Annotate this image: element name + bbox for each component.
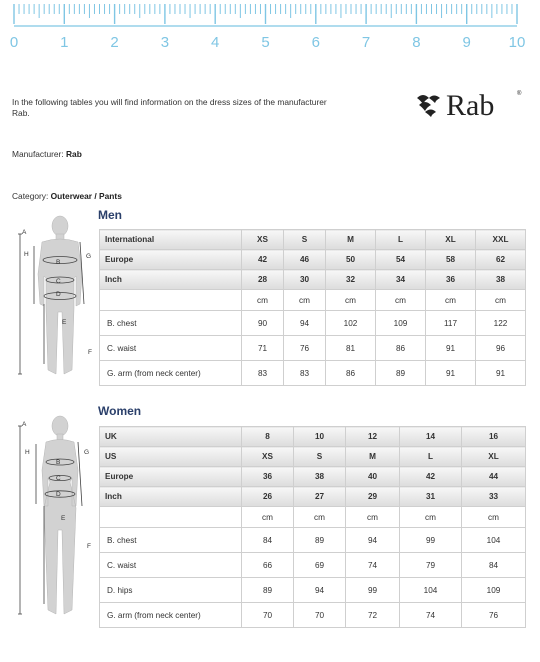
- measure-cell: 104: [462, 528, 526, 553]
- men-letter-c: C: [56, 278, 61, 285]
- measure-label: D. hips: [100, 578, 242, 603]
- size-cell: 31: [400, 487, 462, 507]
- rab-logo: [416, 86, 524, 122]
- measure-cell: 99: [346, 578, 400, 603]
- size-cell: XS: [242, 447, 294, 467]
- unit-cell: cm: [476, 290, 526, 311]
- size-cell: 42: [400, 467, 462, 487]
- measure-cell: 70: [242, 603, 294, 628]
- manufacturer-line: [12, 149, 82, 159]
- ruler-number: 10: [508, 34, 526, 51]
- measure-cell: 109: [376, 311, 426, 336]
- header-row: [100, 250, 526, 270]
- measure-cell: 91: [426, 361, 476, 386]
- measure-cell: 66: [242, 553, 294, 578]
- size-cell: 30: [284, 270, 326, 290]
- unit-cell: cm: [376, 290, 426, 311]
- header-row: [100, 230, 526, 250]
- size-cell: 28: [242, 270, 284, 290]
- ruler-number: 1: [60, 34, 69, 51]
- size-cell: M: [346, 447, 400, 467]
- size-cell: 38: [294, 467, 346, 487]
- size-cell: XS: [242, 230, 284, 250]
- size-cell: 44: [462, 467, 526, 487]
- measure-cell: 76: [462, 603, 526, 628]
- row-label: Europe: [100, 250, 242, 270]
- size-cell: M: [326, 230, 376, 250]
- measure-cell: 94: [346, 528, 400, 553]
- unit-cell: cm: [284, 290, 326, 311]
- measure-cell: 94: [294, 578, 346, 603]
- measure-cell: 83: [284, 361, 326, 386]
- measure-cell: 74: [400, 603, 462, 628]
- row-label: Inch: [100, 487, 242, 507]
- measure-cell: 76: [284, 336, 326, 361]
- size-cell: 36: [242, 467, 294, 487]
- women-letter-d: D: [56, 491, 61, 498]
- size-cell: XXL: [476, 230, 526, 250]
- women-title: Women: [98, 404, 142, 418]
- logo-text: Rab: [446, 89, 495, 122]
- manufacturer-value: Rab: [66, 149, 82, 159]
- measure-cell: 89: [376, 361, 426, 386]
- measure-row: [100, 603, 526, 628]
- measure-cell: 86: [376, 336, 426, 361]
- category-label: Category:: [12, 191, 49, 201]
- unit-cell: cm: [462, 507, 526, 528]
- men-letter-f: F: [88, 349, 92, 356]
- category-line: [12, 191, 122, 201]
- ruler-number: 2: [110, 34, 119, 51]
- measure-cell: 89: [294, 528, 346, 553]
- ruler-number: 0: [9, 34, 19, 51]
- women-letter-f: F: [87, 543, 91, 550]
- ruler-number: 9: [462, 34, 471, 51]
- manufacturer-label: Manufacturer:: [12, 149, 64, 159]
- men-letter-b: B: [56, 259, 61, 266]
- measure-row: [100, 361, 526, 386]
- ruler: [0, 0, 540, 52]
- size-cell: 27: [294, 487, 346, 507]
- header-row: [100, 447, 526, 467]
- measure-row: [100, 528, 526, 553]
- size-cell: S: [294, 447, 346, 467]
- size-cell: 33: [462, 487, 526, 507]
- size-cell: S: [284, 230, 326, 250]
- measure-cell: 79: [400, 553, 462, 578]
- size-cell: 12: [346, 427, 400, 447]
- size-cell: L: [400, 447, 462, 467]
- measure-cell: 91: [476, 361, 526, 386]
- row-label: Inch: [100, 270, 242, 290]
- women-letter-e: E: [61, 515, 66, 522]
- measure-cell: 90: [242, 311, 284, 336]
- unit-cell: cm: [426, 290, 476, 311]
- women-letter-g: G: [84, 449, 90, 456]
- svg-text:®: ®: [517, 91, 522, 97]
- size-cell: XL: [462, 447, 526, 467]
- unit-cell: cm: [242, 290, 284, 311]
- measure-cell: 70: [294, 603, 346, 628]
- measure-cell: 84: [242, 528, 294, 553]
- men-title: Men: [98, 208, 122, 222]
- measure-cell: 94: [284, 311, 326, 336]
- size-cell: 10: [294, 427, 346, 447]
- size-cell: 46: [284, 250, 326, 270]
- women-body-figure: [14, 410, 98, 620]
- women-size-table: [99, 426, 526, 628]
- intro-text: In the following tables you will find information on the dress sizes of the manufacturer Rab.: [12, 97, 327, 118]
- unit-row-blank: [100, 507, 242, 528]
- measure-cell: 81: [326, 336, 376, 361]
- measure-label: G. arm (from neck center): [100, 361, 242, 386]
- size-cell: 16: [462, 427, 526, 447]
- measure-cell: 89: [242, 578, 294, 603]
- size-cell: 34: [376, 270, 426, 290]
- ruler-number: 7: [361, 34, 371, 51]
- row-label: Europe: [100, 467, 242, 487]
- men-letter-d: D: [56, 291, 61, 298]
- measure-cell: 117: [426, 311, 476, 336]
- row-label: UK: [100, 427, 242, 447]
- measure-cell: 71: [242, 336, 284, 361]
- measure-label: C. waist: [100, 553, 242, 578]
- measure-row: [100, 553, 526, 578]
- unit-row-blank: [100, 290, 242, 311]
- measure-cell: 109: [462, 578, 526, 603]
- header-row: [100, 270, 526, 290]
- men-body-figure: [14, 212, 98, 380]
- size-cell: 26: [242, 487, 294, 507]
- measure-cell: 84: [462, 553, 526, 578]
- header-row: [100, 487, 526, 507]
- measure-row: [100, 336, 526, 361]
- women-letter-a: A: [22, 421, 27, 428]
- size-cell: 42: [242, 250, 284, 270]
- row-label: International: [100, 230, 242, 250]
- measure-cell: 102: [326, 311, 376, 336]
- measure-cell: 86: [326, 361, 376, 386]
- unit-cell: cm: [400, 507, 462, 528]
- size-cell: 62: [476, 250, 526, 270]
- size-cell: XL: [426, 230, 476, 250]
- measure-label: G. arm (from neck center): [100, 603, 242, 628]
- measure-label: B. chest: [100, 311, 242, 336]
- size-cell: 32: [326, 270, 376, 290]
- measure-label: C. waist: [100, 336, 242, 361]
- measure-cell: 104: [400, 578, 462, 603]
- size-cell: 40: [346, 467, 400, 487]
- size-cell: 8: [242, 427, 294, 447]
- measure-cell: 83: [242, 361, 284, 386]
- men-size-table: [99, 229, 526, 386]
- measure-row: [100, 311, 526, 336]
- size-cell: 14: [400, 427, 462, 447]
- measure-cell: 74: [346, 553, 400, 578]
- unit-cell: cm: [294, 507, 346, 528]
- measure-row: [100, 578, 526, 603]
- size-cell: 38: [476, 270, 526, 290]
- men-letter-h: H: [24, 251, 29, 258]
- unit-cell: cm: [326, 290, 376, 311]
- header-row: [100, 467, 526, 487]
- men-letter-g: G: [86, 253, 92, 260]
- men-letter-e: E: [62, 319, 67, 326]
- ruler-number: 6: [311, 34, 320, 51]
- size-cell: L: [376, 230, 426, 250]
- unit-cell: cm: [242, 507, 294, 528]
- size-cell: 29: [346, 487, 400, 507]
- measure-cell: 122: [476, 311, 526, 336]
- ruler-number: 8: [412, 34, 421, 51]
- ruler-number: 4: [211, 34, 220, 51]
- size-cell: 50: [326, 250, 376, 270]
- unit-row: [100, 507, 526, 528]
- measure-cell: 72: [346, 603, 400, 628]
- measure-label: B. chest: [100, 528, 242, 553]
- size-cell: 36: [426, 270, 476, 290]
- women-letter-b: B: [56, 459, 61, 466]
- ruler-graphic: [0, 0, 540, 52]
- row-label: US: [100, 447, 242, 467]
- category-value: Outerwear / Pants: [50, 191, 122, 201]
- size-cell: 58: [426, 250, 476, 270]
- men-letter-a: A: [22, 229, 27, 236]
- measure-cell: 69: [294, 553, 346, 578]
- ruler-number: 3: [160, 34, 170, 51]
- size-cell: 54: [376, 250, 426, 270]
- women-letter-c: C: [56, 475, 61, 482]
- measure-cell: 96: [476, 336, 526, 361]
- measure-cell: 91: [426, 336, 476, 361]
- ruler-number: 5: [261, 34, 270, 51]
- unit-cell: cm: [346, 507, 400, 528]
- women-letter-h: H: [25, 449, 30, 456]
- unit-row: [100, 290, 526, 311]
- header-row: [100, 427, 526, 447]
- measure-cell: 99: [400, 528, 462, 553]
